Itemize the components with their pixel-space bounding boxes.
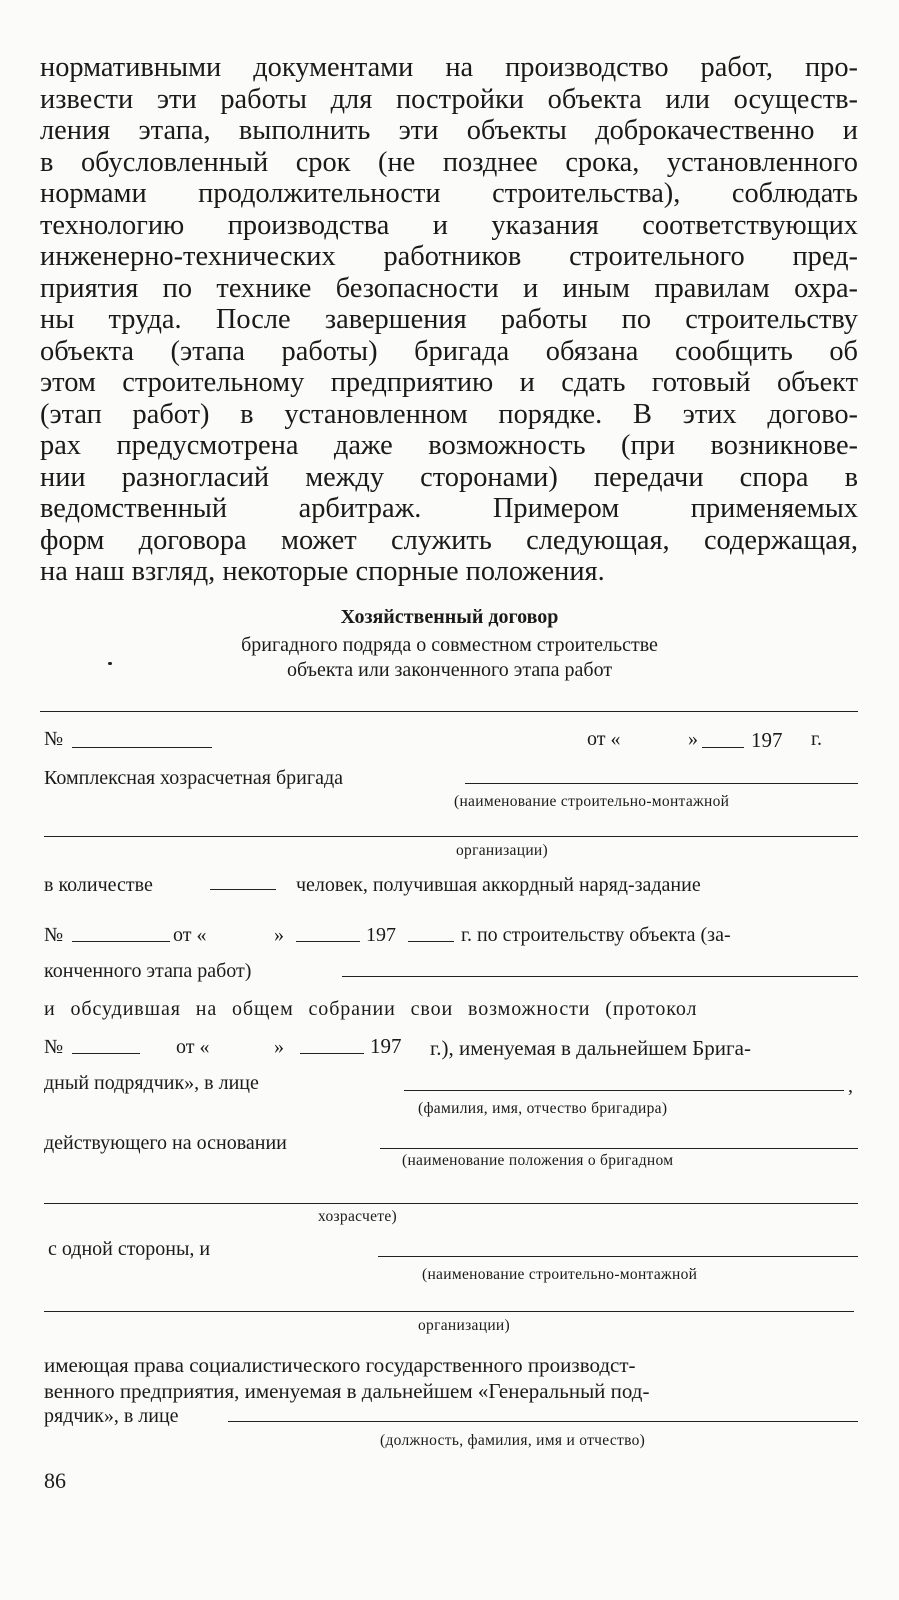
fill-line[interactable] — [378, 1256, 858, 1257]
year-label: 197 — [366, 924, 396, 946]
fill-line[interactable] — [465, 783, 858, 784]
text-line: ны труда. После завершения работы по строительству — [40, 304, 858, 335]
number-label: № — [44, 728, 64, 750]
field-caption: (должность, фамилия, имя и отчество) — [380, 1432, 646, 1449]
field-caption: хозрасчете) — [318, 1208, 398, 1225]
contract-text: г. по строительству объекта (за- — [461, 924, 731, 946]
text-line: в обусловленный срок (не позднее срока, установленного — [40, 146, 858, 178]
fill-line[interactable] — [228, 1421, 858, 1422]
print-speck — [108, 662, 112, 665]
text-line: ведомственный арбитраж. Примером применяемых — [40, 493, 858, 524]
text-line: форм договора может служить следующая, содержащая, — [40, 524, 858, 556]
field-caption: (наименование строительно-монтажной — [422, 1266, 698, 1283]
date-ot-label: от « — [173, 924, 207, 946]
contract-text: дный подрядчик», в лице — [44, 1072, 259, 1094]
text-line: (этап работ) в установленном порядке. В этих догово- — [40, 398, 858, 430]
fill-line[interactable] — [72, 941, 170, 942]
fill-line[interactable] — [210, 889, 276, 890]
contract-text: имеющая права социалистического государственного производст- — [44, 1353, 636, 1377]
fill-line[interactable] — [702, 747, 744, 748]
qty-label: в количестве — [44, 874, 153, 896]
qty-after: человек, получившая аккордный наряд-задание — [296, 874, 701, 896]
fill-line[interactable] — [44, 836, 858, 837]
date-quote-label: » — [274, 1036, 284, 1058]
date-quote-label: » — [274, 924, 284, 946]
year-suffix: г. — [811, 728, 822, 750]
contract-text: и обсудившая на общем собрании свои возможности (протокол — [44, 998, 698, 1020]
number-label: № — [44, 1036, 64, 1058]
text-line: технологию производства и указания соответствующих — [40, 209, 858, 241]
fill-line[interactable] — [342, 976, 858, 977]
text-line: нии разногласий между сторонами) передачи спора в — [40, 461, 858, 493]
contract-text: с одной стороны, и — [48, 1238, 211, 1260]
fill-line[interactable] — [72, 1053, 140, 1054]
text-line: нормами продолжительности строительства), соблюдать — [40, 178, 858, 209]
contract-text: рядчик», в лице — [44, 1405, 179, 1427]
fill-line[interactable] — [300, 1053, 364, 1054]
contract-subtitle: объекта или законченного этапа работ — [286, 659, 613, 681]
date-ot-label: от « — [587, 728, 621, 750]
text-line: приятия по технике безопасности и иным правилам охра- — [40, 272, 858, 304]
line-comma: , — [848, 1075, 853, 1097]
body-paragraph — [40, 52, 858, 588]
date-ot-label: от « — [176, 1036, 210, 1058]
field-caption: (наименование положения о бригадном — [402, 1152, 674, 1169]
contract-text: г.), именуемая в дальнейшем Брига- — [430, 1036, 751, 1060]
year-label: 197 — [370, 1034, 402, 1058]
text-line: инженерно-технических работников строительного пред- — [40, 241, 858, 272]
contract-subtitle: бригадного подряда о совместном строительстве — [241, 634, 658, 656]
page-number: 86 — [44, 1468, 66, 1493]
text-line: ления этапа, выполнить эти объекты доброкачественно и — [40, 115, 858, 146]
contract-text: действующего на основании — [44, 1132, 287, 1154]
fill-line[interactable] — [72, 747, 212, 748]
fill-line[interactable] — [408, 941, 454, 942]
text-line: нормативными документами на производство работ, про- — [40, 52, 858, 83]
field-caption: (фамилия, имя, отчество бригадира) — [418, 1100, 668, 1117]
text-line: извести эти работы для постройки объекта или осуществ- — [40, 83, 858, 115]
field-caption: организации) — [418, 1317, 510, 1334]
text-line: этом строительному предприятию и сдать готовый объект — [40, 367, 858, 398]
date-quote-label: » — [688, 728, 698, 750]
brigade-label: Комплексная хозрасчетная бригада — [44, 767, 344, 789]
field-caption: организации) — [456, 842, 548, 859]
contract-text: венного предприятия, именуемая в дальнейшем «Генеральный под- — [44, 1379, 650, 1403]
fill-line[interactable] — [404, 1090, 844, 1091]
text-line: рах предусмотрена даже возможность (при возникнове- — [40, 430, 858, 461]
top-rule — [40, 711, 858, 712]
field-caption: (наименование строительно-монтажной — [454, 793, 730, 810]
number-label: № — [44, 924, 64, 946]
contract-title: Хозяйственный договор — [340, 606, 559, 628]
text-line: на наш взгляд, некоторые спорные положения. — [40, 556, 605, 587]
fill-line[interactable] — [44, 1203, 858, 1204]
fill-line[interactable] — [44, 1311, 854, 1312]
text-line: объекта (этапа работы) бригада обязана сообщить об — [40, 335, 858, 367]
contract-text: конченного этапа работ) — [44, 960, 252, 982]
fill-line[interactable] — [296, 941, 360, 942]
year-label: 197 — [751, 728, 783, 752]
fill-line[interactable] — [380, 1148, 858, 1149]
